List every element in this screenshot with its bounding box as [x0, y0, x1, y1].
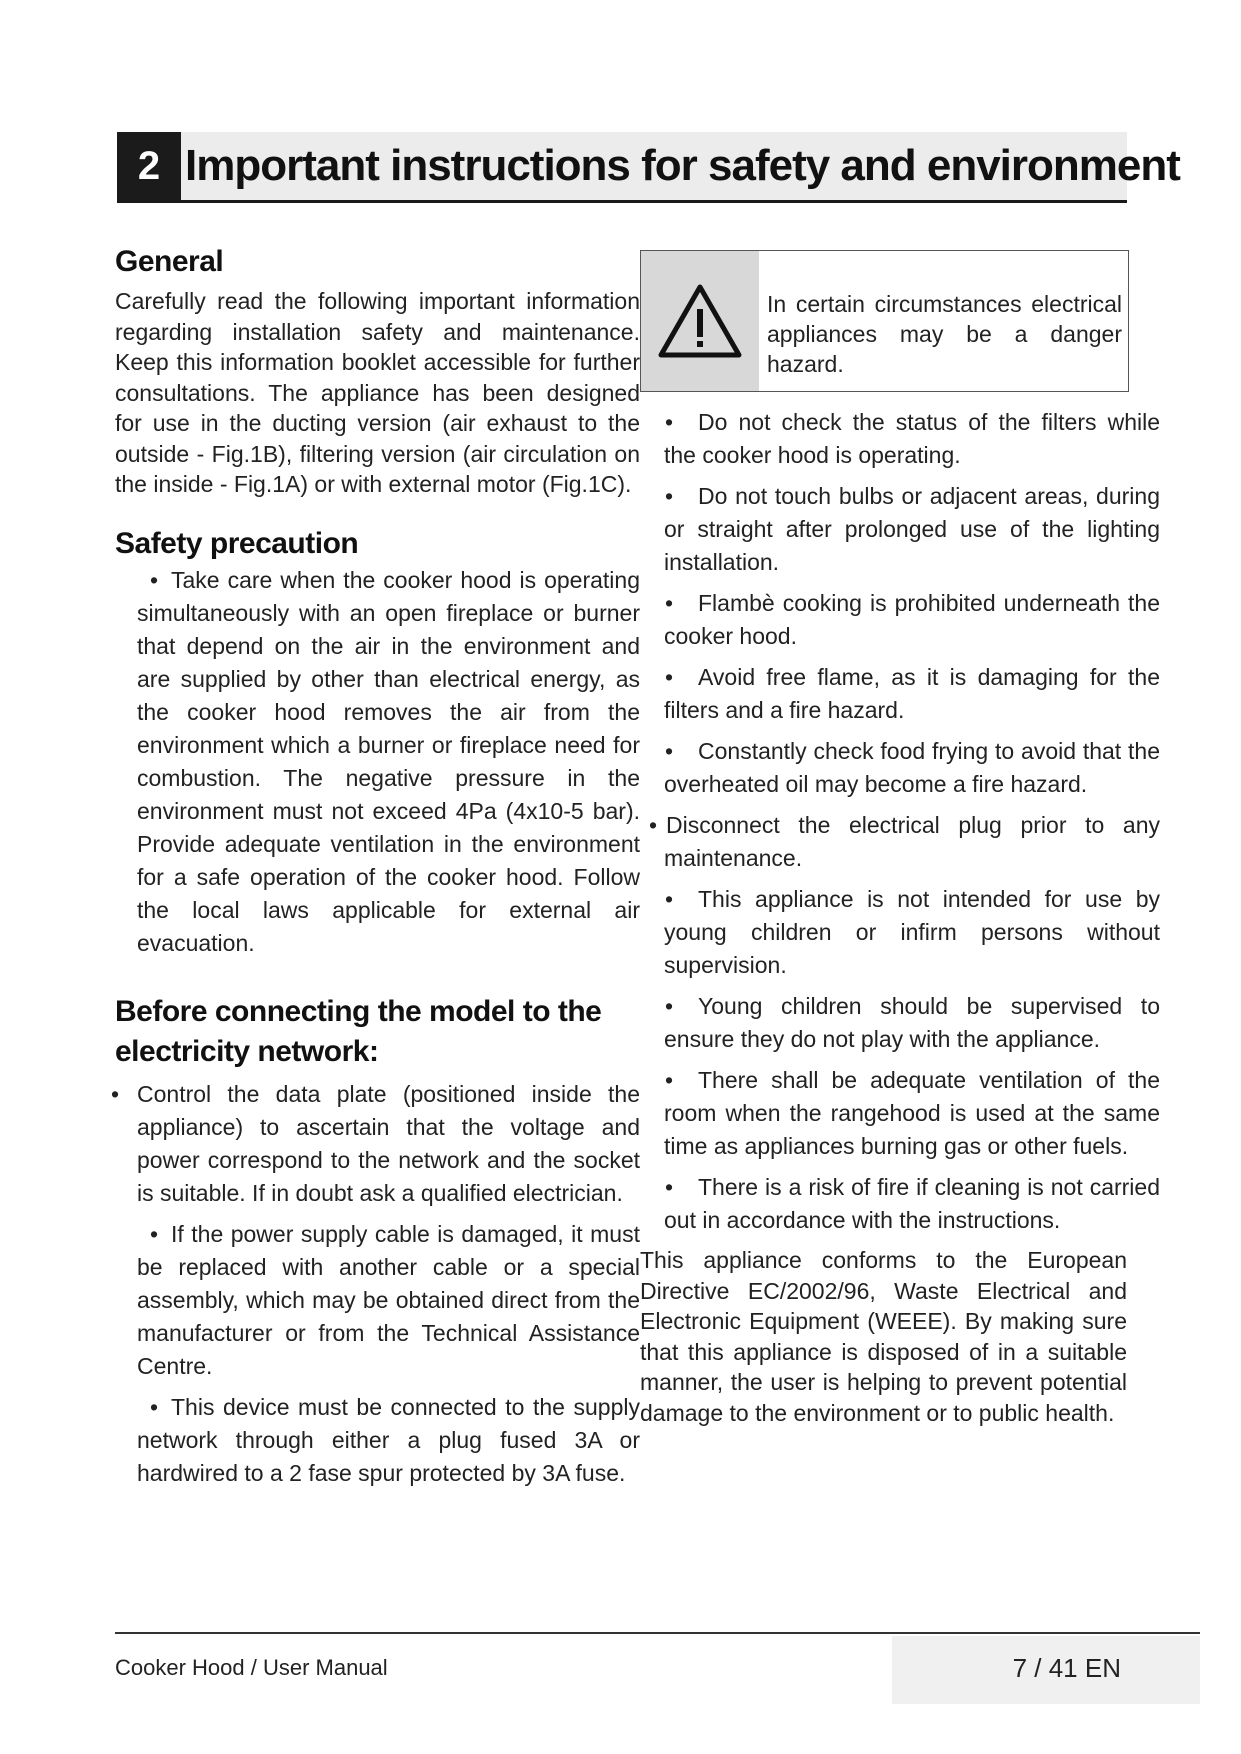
connecting-item-text: This device must be connected to the supply network through either a plug fused 3A or hardwired to a 2 fase spur protected by 3A fuse. — [137, 1393, 640, 1486]
page-number: 7 / 41 EN — [1012, 1653, 1121, 1683]
rule-text: There shall be adequate ventilation of the room when the rangehood is used at the same time as appliances burning gas or other fuels. — [664, 1067, 1160, 1159]
bullet-icon: • — [664, 483, 674, 509]
bullet-icon: • — [664, 664, 674, 690]
safety-list — [115, 564, 640, 960]
list-item — [640, 990, 1160, 1056]
rule-text: There is a risk of fire if cleaning is not carried out in accordance with the instructions. — [664, 1174, 1160, 1233]
list-item — [640, 1064, 1160, 1163]
general-paragraph: Carefully read the following important information regarding installation safety and maintenance. Keep this information booklet accessible for further consultations. The appliance has been designed for use in the ducting version (air exhaust to the outside - Fig.1B), filtering version (air circulation on the inside - Fig.1A) or with external motor (Fig.1C). — [115, 288, 640, 497]
right-column — [640, 250, 1160, 1428]
rule-text: Avoid free flame, as it is damaging for the filters and a fire hazard. — [664, 664, 1160, 723]
warning-text: In certain circumstances electrical appliances may be a danger hazard. — [767, 291, 1122, 377]
safety-item-text: Take care when the cooker hood is operating simultaneously with an open fireplace or burner that depend on the air in the environment and are supplied by other than electrical energy, as the cooker hood removes the air from the environment which a burner or fireplace need for combustion. The negative pressure in the environment must not exceed 4Pa (4x10-5 bar). Provide adequate ventilation in the environment for a safe operation of the cooker hood. Follow the local laws applicable for external air evacuation. — [137, 566, 640, 956]
rule-text: Young children should be supervised to ensure they do not play with the appliance. — [664, 993, 1160, 1052]
rule-text: Disconnect the electrical plug prior to any maintenance. — [664, 812, 1160, 871]
section-number: 2 — [117, 132, 181, 200]
footer-divider — [115, 1632, 1200, 1634]
list-item — [115, 1218, 640, 1383]
bullet-icon: • — [664, 1174, 674, 1200]
list-item — [110, 1078, 640, 1210]
bullet-icon: • — [149, 566, 159, 593]
list-item — [115, 1391, 640, 1490]
warning-triangle-icon — [657, 283, 743, 359]
list-item — [640, 883, 1160, 982]
left-column — [110, 242, 640, 1498]
connecting-list — [110, 1078, 640, 1490]
bullet-icon: • — [149, 1393, 159, 1420]
warning-box — [640, 250, 1129, 392]
bullet-icon: • — [110, 1080, 120, 1107]
list-item — [115, 564, 640, 960]
rule-text: Flambè cooking is prohibited underneath the cooker hood. — [664, 590, 1160, 649]
bullet-icon: • — [664, 590, 674, 616]
connecting-item-text: Control the data plate (positioned inside the appliance) to ascertain that the voltage and power correspond to the network and the socket is suitable. If in doubt ask a qualified electrician. — [137, 1080, 640, 1206]
list-item — [640, 809, 1160, 875]
list-item — [640, 661, 1160, 727]
bullet-icon: • — [149, 1220, 159, 1247]
weee-paragraph: This appliance conforms to the European Directive EC/2002/96, Waste Electrical and Electronic Equipment (WEEE). By making sure that this appliance is disposed of in a suitable manner, the user is helping to prevent potential damage to the environment or to public health. — [640, 1247, 1127, 1426]
page-title: Important instructions for safety and environment — [185, 141, 1180, 190]
safety-rules-list — [640, 406, 1160, 1237]
bullet-icon: • — [648, 812, 658, 838]
list-item — [640, 480, 1160, 579]
list-item — [640, 735, 1160, 801]
section-header — [117, 132, 1180, 203]
general-heading: General — [115, 245, 224, 278]
safety-heading: Safety precaution — [115, 526, 359, 560]
rule-text: Constantly check food frying to avoid that the overheated oil may become a fire hazard. — [664, 738, 1160, 797]
bullet-icon: • — [664, 1067, 674, 1093]
bullet-icon: • — [664, 738, 674, 764]
list-item — [640, 1171, 1160, 1237]
bullet-icon: • — [664, 409, 674, 435]
rule-text: Do not check the status of the filters while the cooker hood is operating. — [664, 409, 1160, 468]
connecting-heading: Before connecting the model to the electricity network: — [115, 994, 602, 1068]
bullet-icon: • — [664, 886, 674, 912]
rule-text: Do not touch bulbs or adjacent areas, during or straight after prolonged use of the lighting installation. — [664, 483, 1160, 575]
bullet-icon: • — [664, 993, 674, 1019]
rule-text: This appliance is not intended for use by young children or infirm persons without supervision. — [664, 886, 1160, 978]
list-item — [640, 406, 1160, 472]
connecting-item-text: If the power supply cable is damaged, it must be replaced with another cable or a special assembly, which may be obtained direct from the manufacturer or from the Technical Assistance Centre. — [137, 1220, 640, 1379]
footer-manual-title: Cooker Hood / User Manual — [115, 1655, 388, 1680]
list-item — [640, 587, 1160, 653]
warning-icon-cell — [641, 251, 759, 391]
